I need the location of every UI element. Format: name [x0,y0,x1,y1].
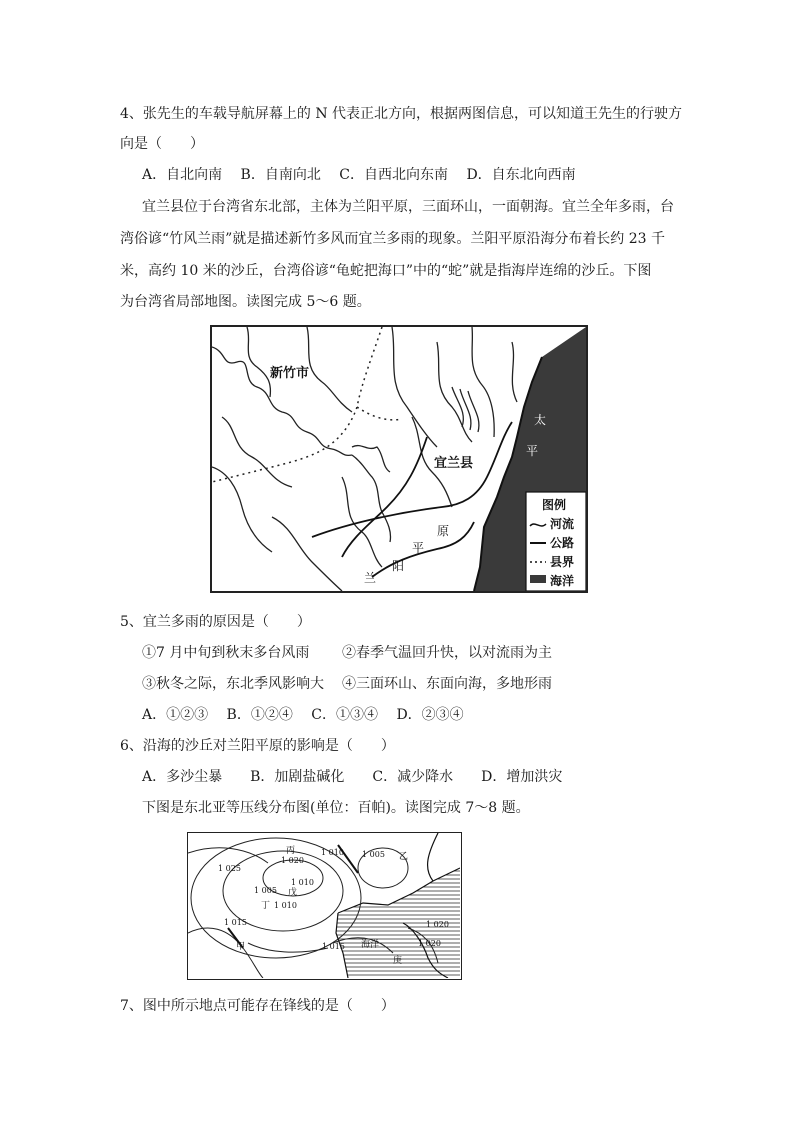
point-geng: 庚 [393,956,403,966]
passage1-line1: 宜兰县位于台湾省东北部，主体为兰阳平原，三面环山，一面朝海。宜兰全年多雨，台 [142,199,674,215]
passage1-line4: 为台湾省局部地图。读图完成 5～6 题。 [120,294,371,310]
isobar-label-1020b: 1 020 [426,920,449,929]
isobar-label-1015b: 1 015 [322,942,345,951]
legend-sea: 海洋 [550,574,575,588]
map-legend [526,492,586,591]
isobar-label-1025: 1 025 [218,864,241,873]
isobar-label-1020a: 1 020 [281,856,304,865]
isobar-label-1010b: 1 010 [291,878,314,887]
plain-char-2: 阳 [392,559,405,573]
point-jia: 甲 [236,942,246,952]
q6-options: A．多沙尘暴 B．加剧盐碱化 C．减少降水 D．增加洪灾 [142,769,563,785]
legend-sea-icon [530,575,546,583]
isobar-label-1005a: 1 005 [362,850,385,859]
q5-stem: 5、宜兰多雨的原因是（ ） [120,614,311,630]
legend-road: 公路 [550,536,575,550]
taiwan-map-svg [212,327,586,591]
legend-border: 县界 [550,555,575,569]
q7-stem: 7、图中所示地点可能存在锋线的是（ ） [120,998,395,1014]
passage2-line1: 下图是东北亚等压线分布图(单位：百帕)。读图完成 7～8 题。 [142,800,530,816]
isobar-label-1010c: 1 010 [274,901,297,910]
isobar-label-1010a: 1 010 [321,848,344,857]
passage1-line3: 米，高约 10 米的沙丘，台湾俗谚“龟蛇把海口”中的“蛇”就是指海岸连绵的沙丘。下图 [120,263,652,279]
passage1-line2: 湾俗谚“竹风兰雨”就是描述新竹多风而宜兰多雨的现象。兰阳平原沿海分布着长约 23 千 [120,231,666,247]
q4-stem-line2: 向是（ ） [120,136,204,152]
legend-title: 图例 [542,498,567,512]
point-yi: 乙 [399,852,409,862]
q5-opt1: ①7 月中旬到秋末多台风雨 [142,645,310,661]
q5-choices: A．①②③ B．①②④ C．①③④ D．②③④ [142,707,464,723]
sea-char-2: 平 [526,444,539,458]
point-wu: 戊 [288,888,298,898]
sea-char-1: 太 [534,413,547,427]
q4-stem-line1: 4、张先生的车载导航屏幕上的 N 代表正北方向，根据两图信息，可以知道王先生的行驶方 [120,106,683,122]
q6-stem: 6、沿海的沙丘对兰阳平原的影响是（ ） [120,738,395,754]
county-label: 宜兰县 [434,456,474,471]
isobar-label-1005b: 1 005 [254,886,277,895]
isobar-map [187,832,462,980]
plain-char-1: 兰 [364,571,377,585]
q4-options: A．自北向南 B．自南向北 C．自西北向东南 D．自东北向西南 [142,167,576,183]
sea-label: 海洋 [361,940,380,950]
city-label: 新竹市 [270,366,310,381]
point-bing: 丙 [286,846,296,856]
isobar-label-1020c: 1 020 [418,939,441,948]
plain-char-3: 平 [412,541,425,555]
legend-river: 河流 [550,517,575,531]
taiwan-local-map [210,325,588,593]
q5-opt3: ③秋冬之际，东北季风影响大 [142,676,324,692]
plain-char-4: 原 [437,524,450,538]
q5-opt4: ④三面环山、东面向海，多地形雨 [342,676,552,692]
point-ding: 丁 [261,901,271,911]
isobar-label-1015a: 1 015 [224,918,247,927]
q5-opt2: ②春季气温回升快，以对流雨为主 [342,645,552,661]
isobar-map-svg [188,833,460,978]
county-borders [212,327,402,482]
